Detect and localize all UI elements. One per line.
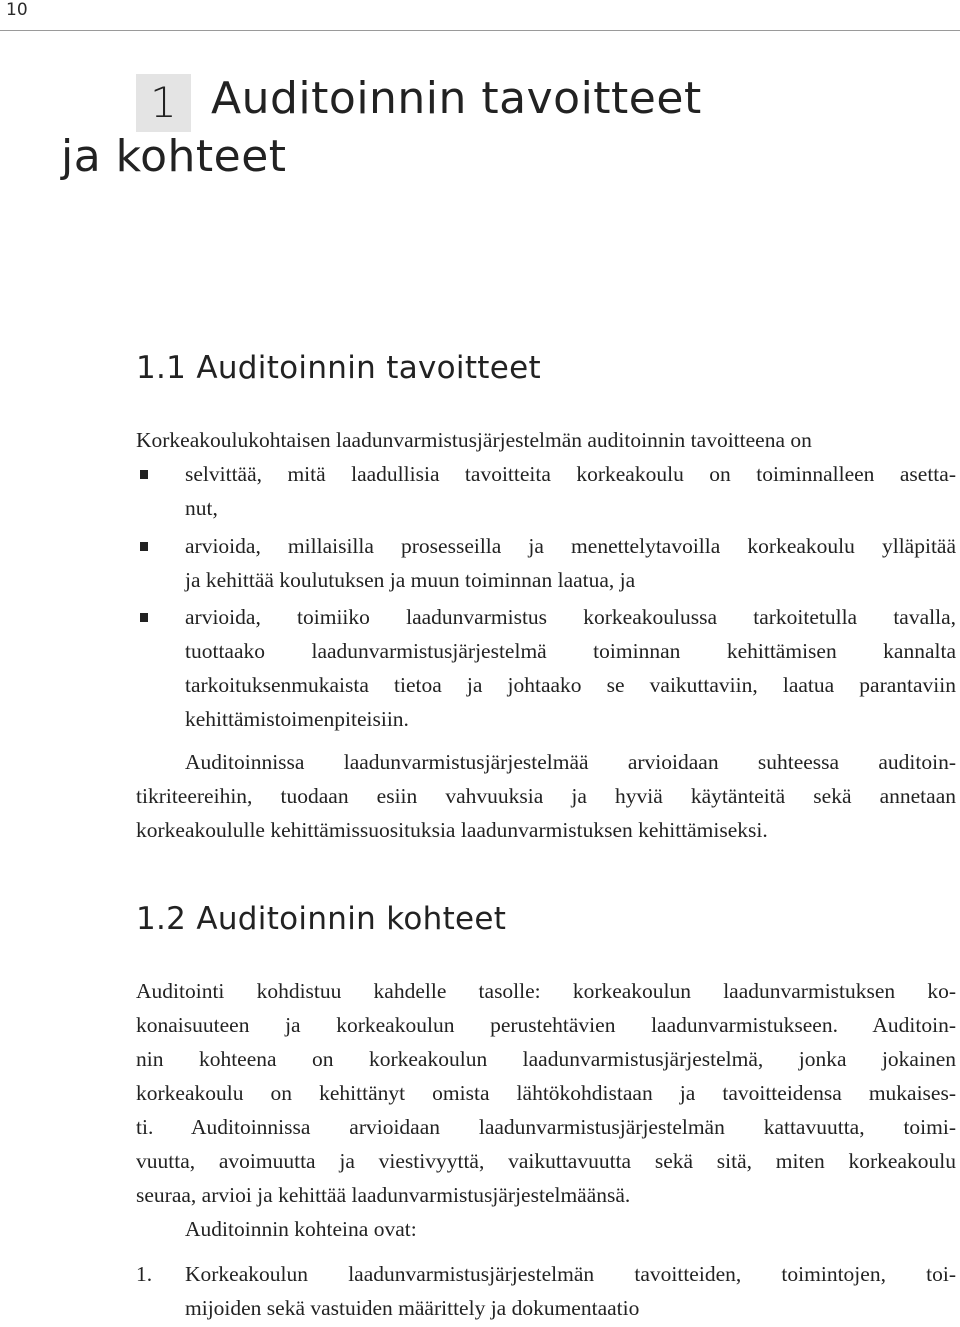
chapter-title — [61, 70, 936, 186]
paragraph-line: seuraa, arvioi ja kehittää laadunvarmistusjärjestelmäänsä. — [136, 1183, 631, 1207]
paragraph-line: nin kohteena on korkeakoulun laadunvarmistusjärjestelmä, jonka jokainen — [136, 1047, 956, 1071]
chapter-title-line2: ja kohteet — [61, 131, 287, 182]
paragraph-line: Auditoinnissa laadunvarmistusjärjestelmää arvioidaan suhteessa auditoin- — [185, 750, 956, 774]
numbered-label: 1. — [136, 1262, 153, 1286]
numbered-line: mijoiden sekä vastuiden määrittely ja dokumentaatio — [185, 1296, 640, 1320]
section1-intro — [136, 423, 956, 457]
bullet-line: tuottaako laadunvarmistusjärjestelmä toiminnan kehittämisen kannalta — [185, 639, 956, 663]
paragraph-line: tikriteereihin, tuodaan esiin vahvuuksia ja hyviä käytänteitä sekä annetaan — [136, 784, 956, 808]
list-intro: Auditoinnin kohteina ovat: — [185, 1217, 417, 1241]
paragraph-line: Auditointi kohdistuu kahdelle tasolle: korkeakoulun laadunvarmistuksen ko- — [136, 979, 956, 1003]
paragraph-line: korkeakoulu on kehittänyt omista lähtökohdistaan ja tavoitteidensa mukaises- — [136, 1081, 956, 1105]
bullet-item-3 — [136, 600, 956, 736]
bullet-line: selvittää, mitä laadullisia tavoitteita korkeakoulu on toiminnalleen asetta- — [185, 462, 956, 486]
page-number: 10 — [6, 0, 28, 20]
section-heading-1-1: 1.1 Auditoinnin tavoitteet — [136, 350, 541, 386]
intro-line: Korkeakoulukohtaisen laadunvarmistusjärjestelmän auditoinnin tavoitteena on — [136, 428, 812, 452]
bullet-line: arvioida, toimiiko laadunvarmistus korkeakoulussa tarkoitetulla tavalla, — [185, 605, 956, 629]
chapter-number: 1 — [150, 78, 177, 127]
bullet-item-1 — [136, 457, 956, 525]
paragraph-line: ti. Auditoinnissa arvioidaan laadunvarmistusjärjestelmän kattavuutta, toimi- — [136, 1115, 956, 1139]
bullet-marker — [140, 470, 148, 479]
numbered-item-1 — [136, 1257, 956, 1325]
section-heading-1-2: 1.2 Auditoinnin kohteet — [136, 901, 507, 937]
section1-paragraph — [136, 745, 956, 847]
section2-paragraph — [136, 974, 956, 1246]
bullet-marker — [140, 613, 148, 622]
bullet-marker — [140, 542, 148, 551]
paragraph-line: korkeakoululle kehittämissuosituksia laadunvarmistuksen kehittämiseksi. — [136, 818, 768, 842]
bullet-line: nut, — [185, 496, 218, 520]
header-rule — [0, 30, 960, 31]
bullet-line: kehittämistoimenpiteisiin. — [185, 707, 409, 731]
bullet-line: tarkoituksenmukaista tietoa ja johtaako se vaikuttaviin, laatua parantaviin — [185, 673, 956, 697]
paragraph-line: konaisuuteen ja korkeakoulun perustehtävien laadunvarmistukseen. Auditoin- — [136, 1013, 956, 1037]
bullet-item-2 — [136, 529, 956, 597]
paragraph-line: vuutta, avoimuutta ja viestivyyttä, vaikuttavuutta sekä sitä, miten korkeakoulu — [136, 1149, 956, 1173]
bullet-line: ja kehittää koulutuksen ja muun toiminnan laatua, ja — [185, 568, 636, 592]
bullet-line: arvioida, millaisilla prosesseilla ja menettelytavoilla korkeakoulu ylläpitää — [185, 534, 956, 558]
numbered-line: Korkeakoulun laadunvarmistusjärjestelmän tavoitteiden, toimintojen, toi- — [185, 1262, 956, 1286]
chapter-title-line1: Auditoinnin tavoitteet — [211, 73, 702, 124]
